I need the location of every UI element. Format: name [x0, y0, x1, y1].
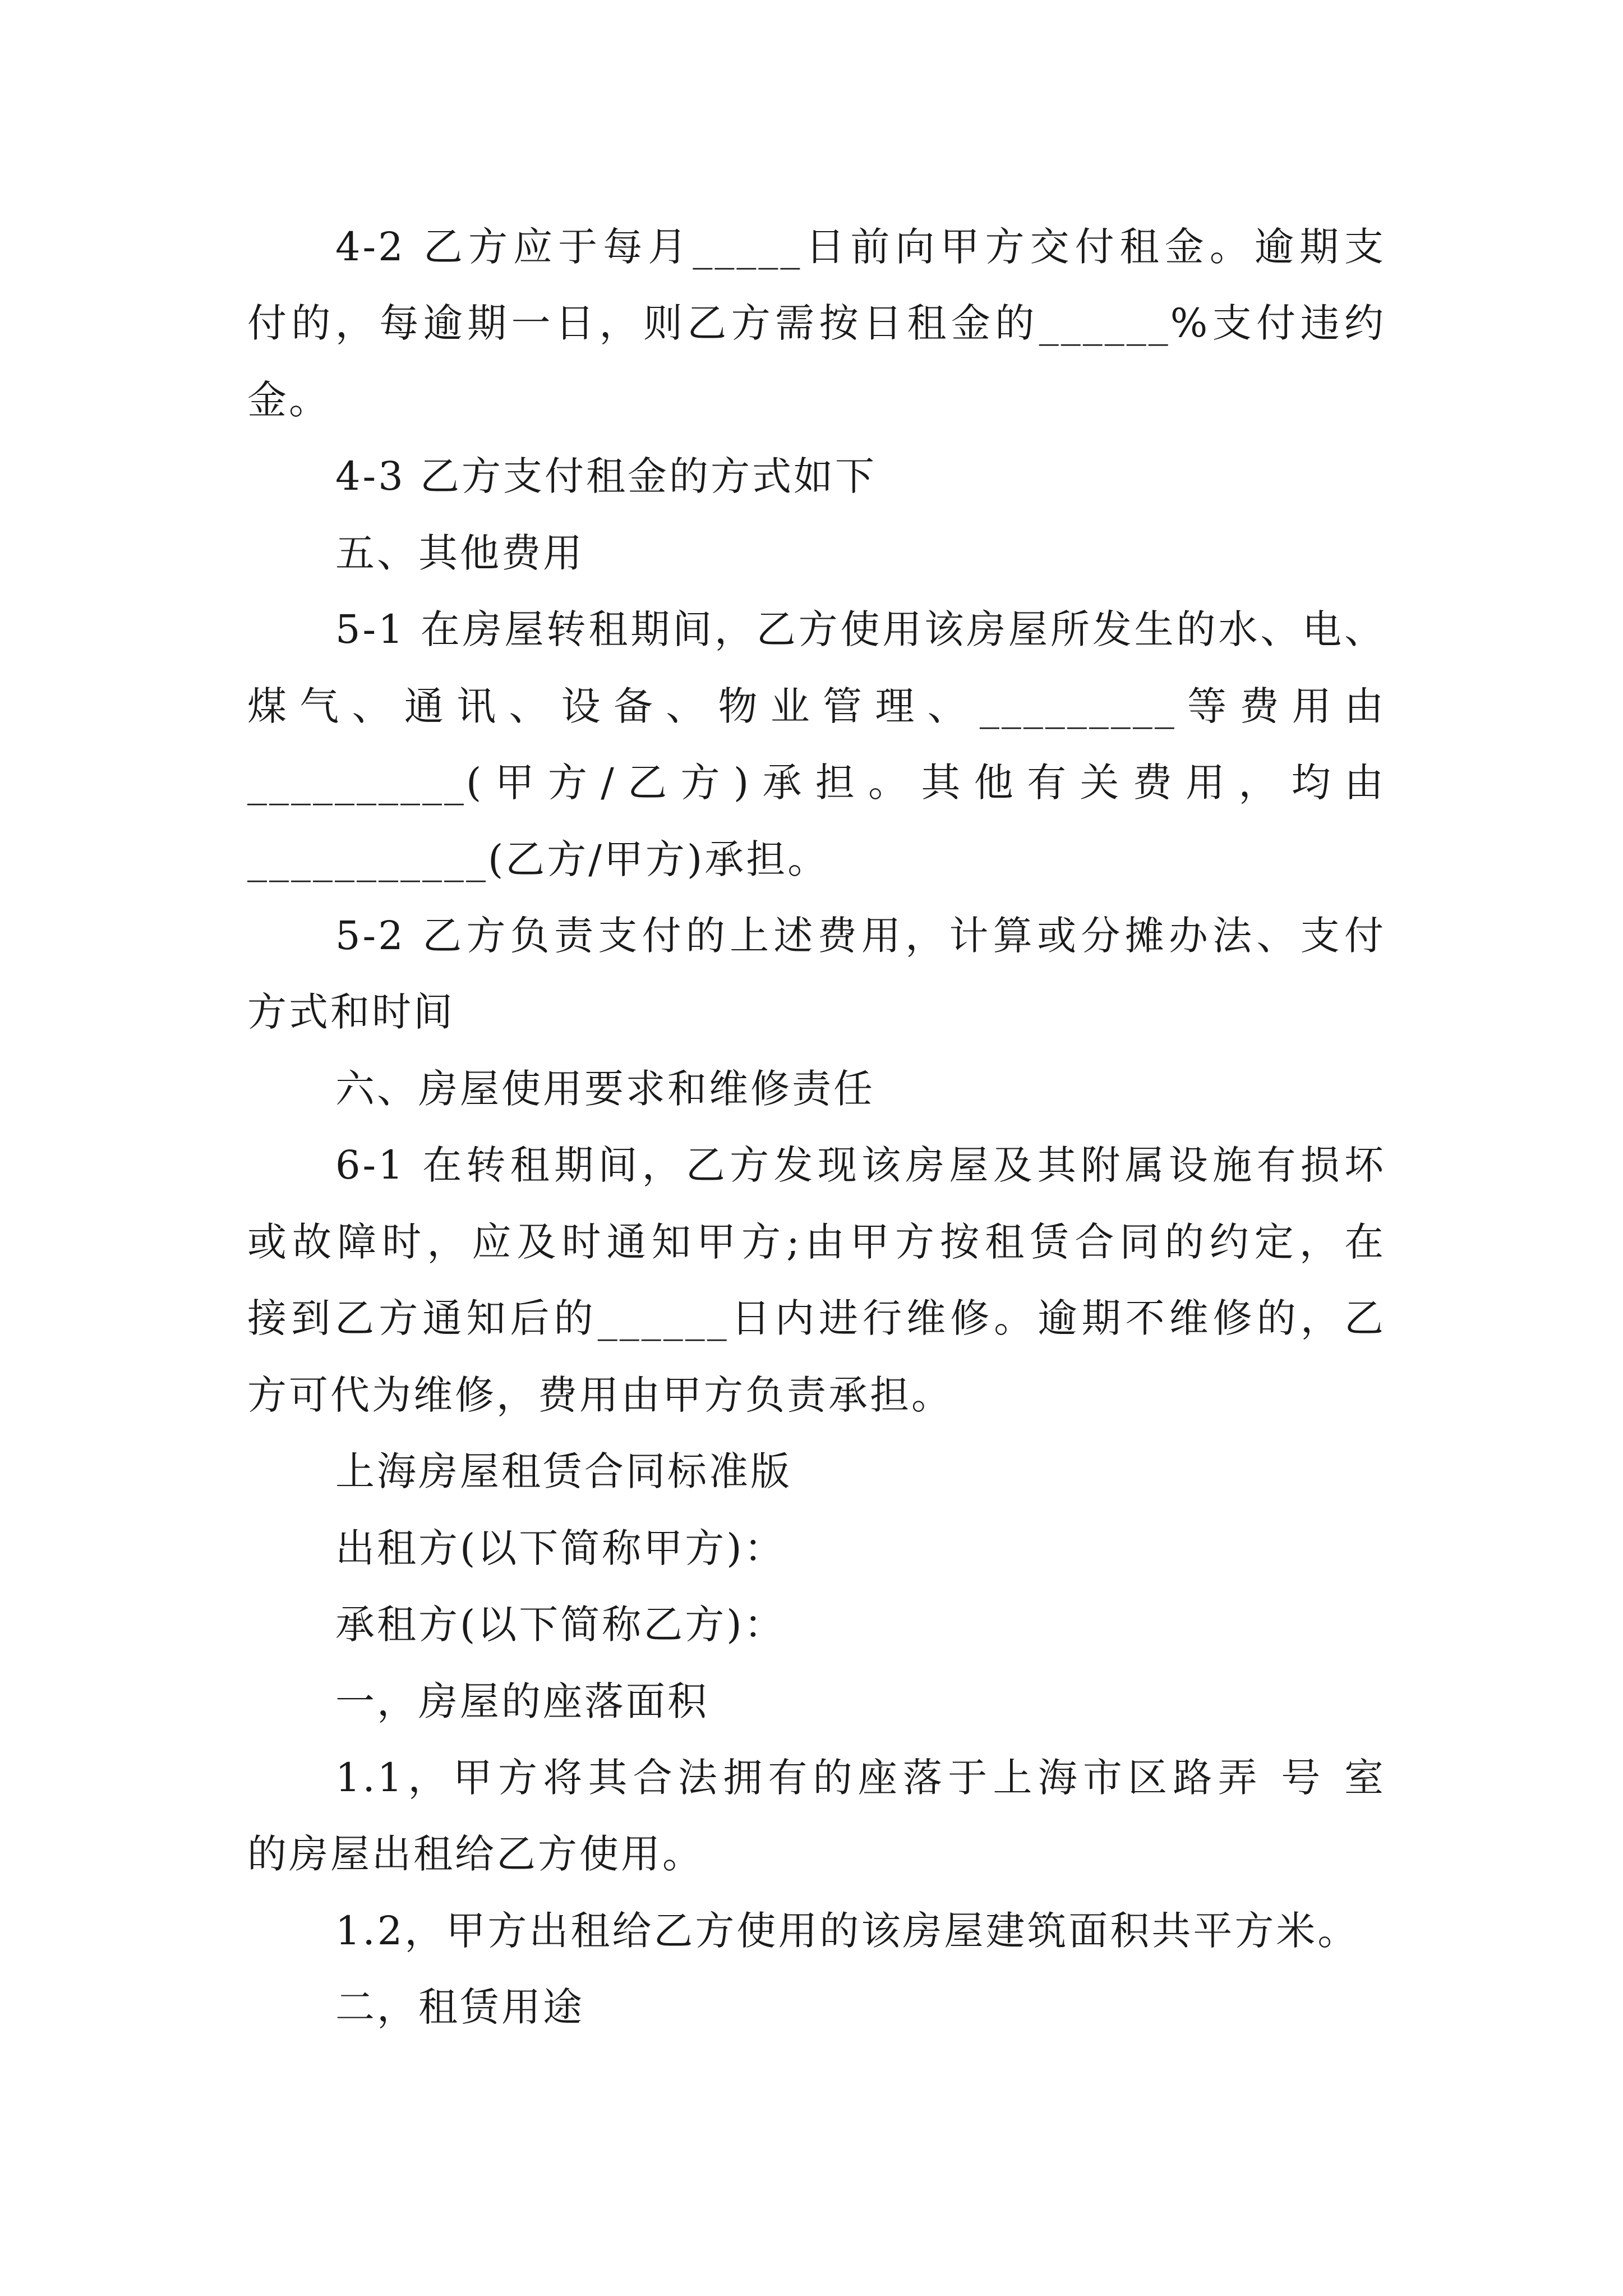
text-line: 付的，每逾期一日，则乙方需按日租金的______%支付违约 [247, 300, 1386, 346]
section-heading: 二，租赁用途 [335, 1984, 584, 2030]
section-heading: 六、房屋使用要求和维修责任 [335, 1066, 875, 1112]
text-line: 方可代为维修，费用由甲方负责承担。 [247, 1372, 953, 1418]
text-line: 4-3 乙方支付租金的方式如下 [335, 453, 877, 499]
text-line: 6-1 在转租期间，乙方发现该房屋及其附属设施有损坏 [335, 1142, 1386, 1188]
text-line: 5-2 乙方负责支付的上述费用，计算或分摊办法、支付 [335, 913, 1386, 959]
text-line: 4-2 乙方应于每月_____日前向甲方交付租金。逾期支 [335, 224, 1386, 270]
section-heading: 五、其他费用 [335, 530, 584, 576]
text-line: 5-1 在房屋转租期间，乙方使用该房屋所发生的水、电、 [335, 606, 1386, 652]
text-line: 方式和时间 [247, 989, 455, 1035]
text-line: 金。 [247, 377, 330, 423]
text-line: 煤气、通讯、设备、物业管理、_________等费用由 [247, 683, 1386, 729]
text-line: 的房屋出租给乙方使用。 [247, 1831, 704, 1877]
text-line: 承租方(以下简称乙方)： [335, 1602, 786, 1648]
text-line: 接到乙方通知后的______日内进行维修。逾期不维修的，乙 [247, 1295, 1386, 1341]
section-heading: 一，房屋的座落面积 [335, 1678, 709, 1724]
text-line: 出租方(以下简称甲方)： [335, 1525, 786, 1571]
text-line: 1.2，甲方出租给乙方使用的该房屋建筑面积共平方米。 [335, 1908, 1359, 1954]
text-line: ___________(乙方/甲方)承担。 [247, 836, 829, 882]
text-line: 1.1，甲方将其合法拥有的座落于上海市区路弄 号 室 [335, 1755, 1386, 1801]
text-line: __________(甲方/乙方)承担。其他有关费用，均由 [247, 760, 1386, 806]
text-line: 或故障时，应及时通知甲方;由甲方按租赁合同的约定，在 [247, 1219, 1386, 1265]
document-title: 上海房屋租赁合同标准版 [335, 1448, 792, 1494]
